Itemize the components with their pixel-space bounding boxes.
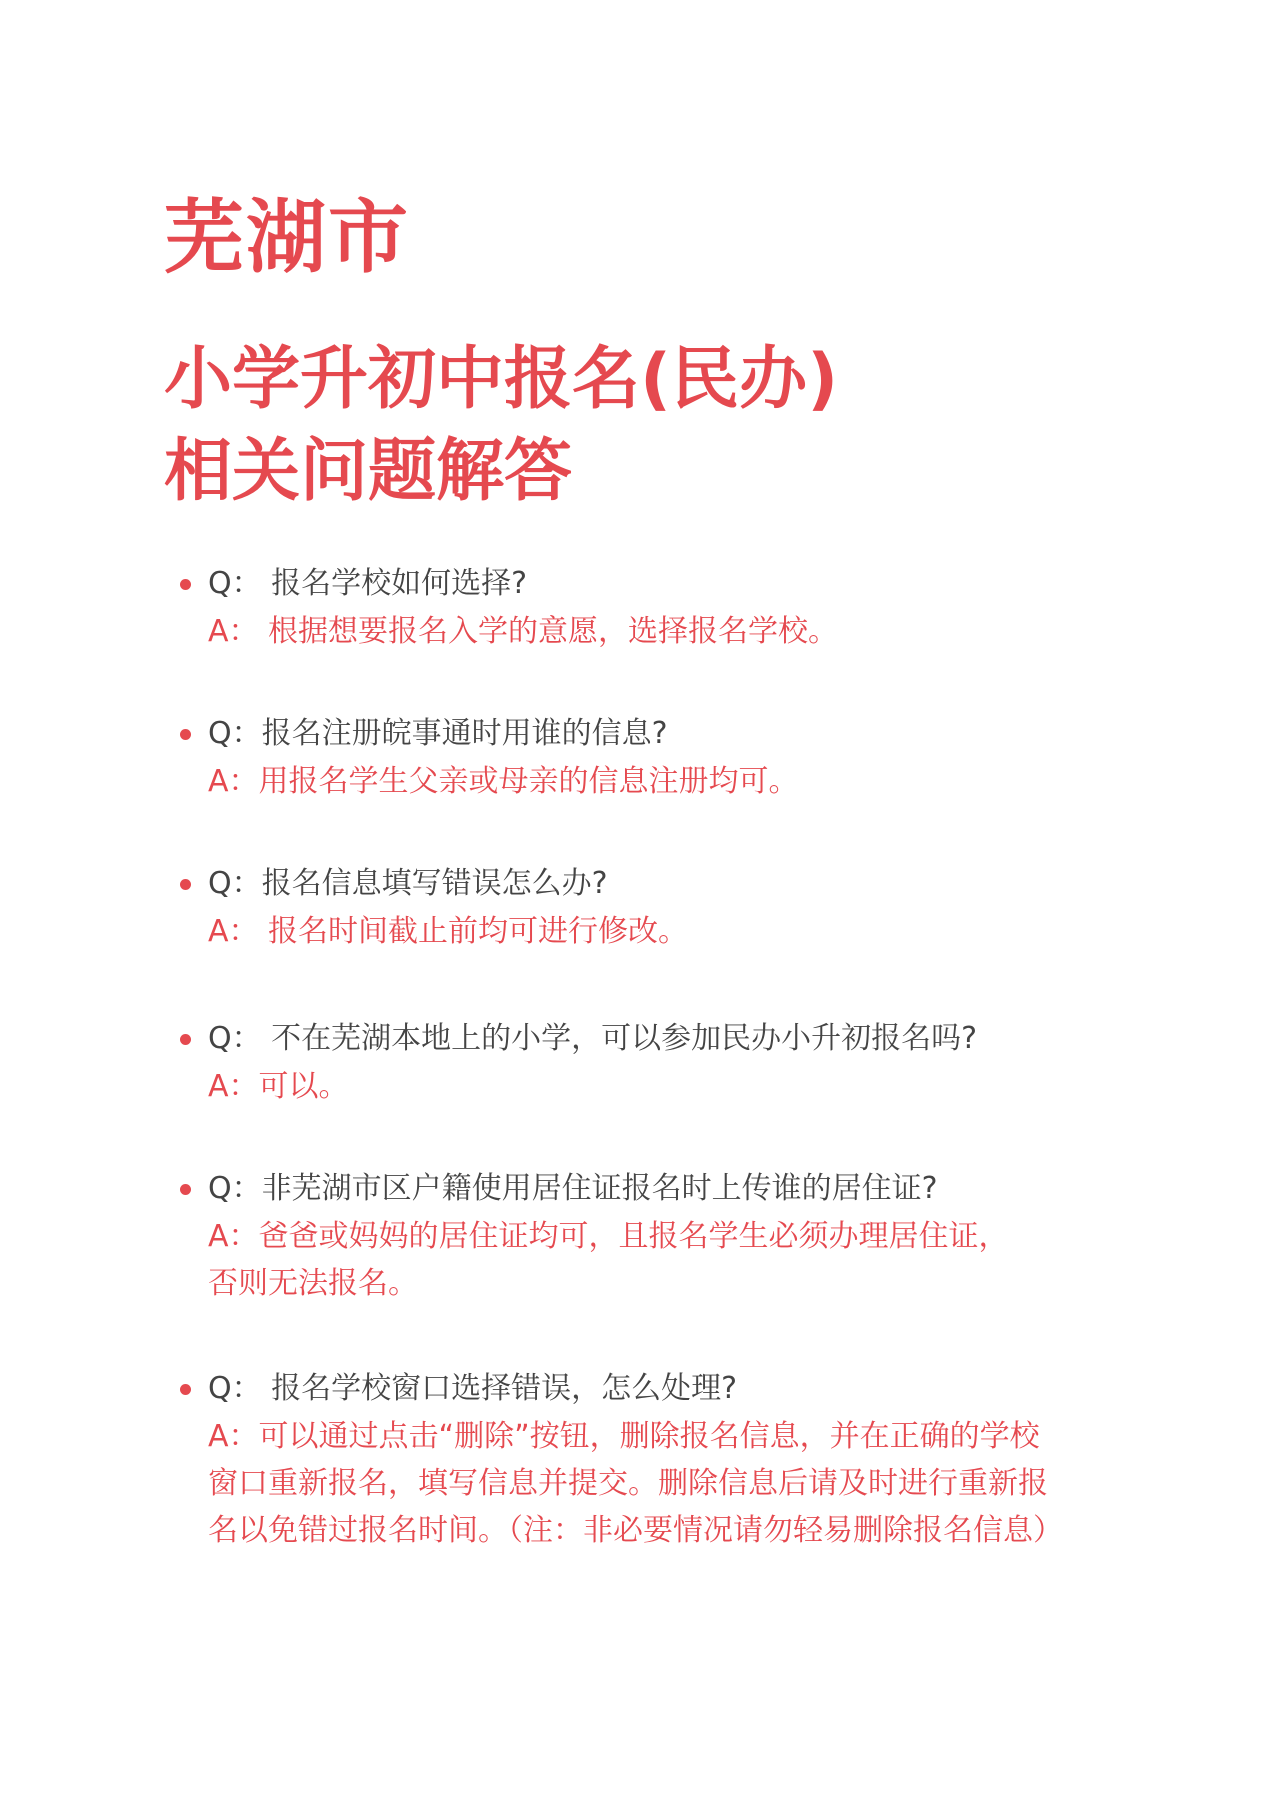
faq-answer: A：可以。 xyxy=(208,1069,349,1104)
bullet-dot-icon xyxy=(180,1034,191,1045)
faq-question-text: Q： 报名学校窗口选择错误，怎么处理? xyxy=(208,1371,738,1406)
faq-item-1 xyxy=(180,560,1160,655)
faq-question-text: Q：报名信息填写错误怎么办? xyxy=(208,866,608,901)
faq-item-2 xyxy=(180,710,1160,805)
bullet-dot-icon xyxy=(180,1184,191,1195)
bullet-dot-icon xyxy=(180,729,191,740)
faq-question xyxy=(180,710,1160,758)
faq-question xyxy=(180,1015,1160,1063)
faq-item-6 xyxy=(180,1365,1160,1554)
faq-item-4 xyxy=(180,1015,1160,1110)
faq-answer: A：可以通过点击“删除”按钮，删除报名信息，并在正确的学校 窗口重新报名，填写信息并提交。删除信息后请及时进行重新报 名以免错过报名时间。（注：非必要情况请勿轻易删除报名信息） xyxy=(208,1419,1063,1548)
bullet-dot-icon xyxy=(180,579,191,590)
faq-question-text: Q： 不在芜湖本地上的小学，可以参加民办小升初报名吗? xyxy=(208,1021,978,1056)
faq-question xyxy=(180,1365,1160,1413)
faq-question xyxy=(180,1165,1160,1213)
title-city: 芜湖市 xyxy=(164,191,410,284)
faq-item-5 xyxy=(180,1165,1160,1307)
faq-answer: A：用报名学生父亲或母亲的信息注册均可。 xyxy=(208,764,799,799)
faq-question-text: Q：报名注册皖事通时用谁的信息? xyxy=(208,716,668,751)
faq-item-3 xyxy=(180,860,1160,955)
faq-answer: A： 根据想要报名入学的意愿，选择报名学校。 xyxy=(208,614,839,649)
title-block xyxy=(164,190,838,518)
faq-question xyxy=(180,860,1160,908)
title-subtitle xyxy=(164,334,838,518)
title-line-1: 小学升初中报名(民办) xyxy=(164,340,839,419)
title-line-2: 相关问题解答 xyxy=(164,432,573,511)
bullet-dot-icon xyxy=(180,879,191,890)
bullet-dot-icon xyxy=(180,1384,191,1395)
faq-answer: A：爸爸或妈妈的居住证均可，且报名学生必须办理居住证， 否则无法报名。 xyxy=(208,1219,1009,1301)
faq-question-text: Q： 报名学校如何选择? xyxy=(208,566,528,601)
faq-answer: A： 报名时间截止前均可进行修改。 xyxy=(208,914,689,949)
faq-question-text: Q：非芜湖市区户籍使用居住证报名时上传谁的居住证? xyxy=(208,1171,938,1206)
faq-question xyxy=(180,560,1160,608)
